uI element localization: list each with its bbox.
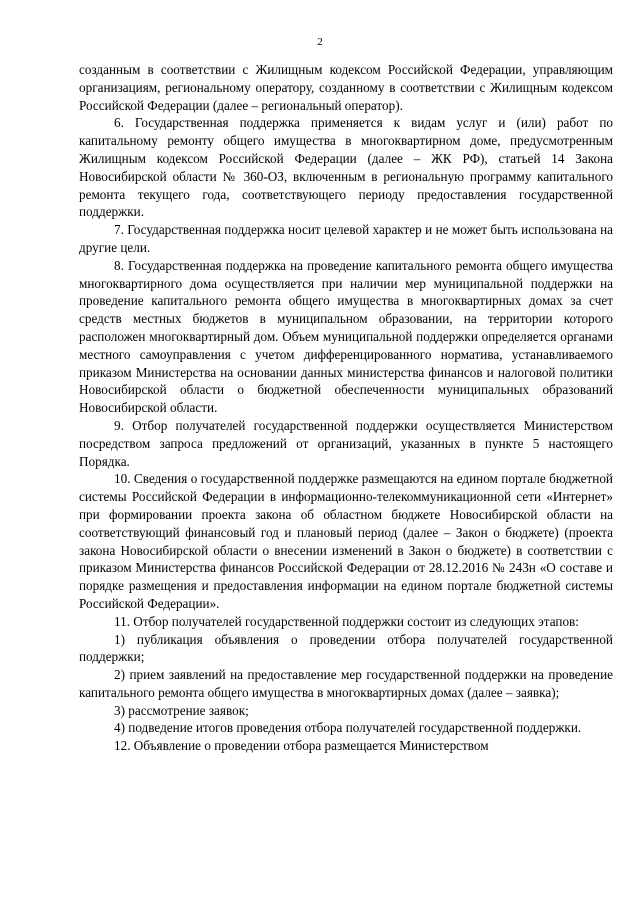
paragraph-item-10: 10. Сведения о государственной поддержке размещаются на едином портале бюджетной системы Российской Федерации в информационно-телекоммуникационной сети «Интернет» при формировании проекта закона об областном бюджете Новосибирской области на соответствующий финансовый год и плановый период (далее – Закон о бюджете) (проекта закона Новосибирской области о внесении изменений в Закон о бюджете) в соответствии с приказом Министерства финансов Российской Федерации от 28.12.2016 № 243н «О составе и порядке размещения и предоставления информации на едином портале бюджетной системы Российской Федерации». (79, 471, 613, 611)
list-item-stage-4: 4) подведение итогов проведения отбора получателей государственной поддержки. (114, 720, 582, 736)
paragraph-item-11: 11. Отбор получателей государственной поддержки состоит из следующих этапов: (114, 613, 579, 629)
list-item-stage-3: 3) рассмотрение заявок; (114, 702, 249, 718)
list-item-stage-2: 2) прием заявлений на предоставление мер государственной поддержки на проведение капитального ремонта общего имущества в многоквартирных домах (далее – заявка); (79, 667, 613, 700)
page-number: 2 (317, 36, 323, 48)
paragraph-continuation: созданным в соответствии с Жилищным кодексом Российской Федерации, управляющим организациям, региональному оператору, созданному в соответствии с Жилищным кодексом Российской Федерации (далее – региональный оператор). (79, 62, 613, 113)
paragraph-item-8: 8. Государственная поддержка на проведение капитального ремонта общего имущества многоквартирного дома осуществляется при наличии мер муниципальной поддержки на проведение капитального ремонта общего имущества в многоквартирных домах за счет средств местных бюджетов в муниципальном образовании, на территории которого расположен многоквартирный дом. Объем муниципальной поддержки определяется органами местного самоуправления с учетом дифференцированного норматива, устанавливаемого приказом Министерства на основании данных министерства финансов и налоговой политики Новосибирской области о бюджетной обеспеченности муниципальных образований Новосибирской области. (79, 257, 613, 416)
document-body (79, 61, 613, 755)
paragraph-item-9: 9. Отбор получателей государственной поддержки осуществляется Министерством посредством запроса предложений от организаций, указанных в пункте 5 настоящего Порядка. (79, 417, 613, 469)
paragraph-item-12: 12. Объявление о проведении отбора размещается Министерством (114, 738, 489, 754)
paragraph-item-7: 7. Государственная поддержка носит целевой характер и не может быть использована на другие цели. (79, 222, 613, 255)
list-item-stage-1: 1) публикация объявления о проведении отбора получателей государственной поддержки; (79, 631, 613, 665)
paragraph-item-6: 6. Государственная поддержка применяется к видам услуг и (или) работ по капитальному ремонту общего имущества в многоквартирном доме, предусмотренным Жилищным кодексом Российской Федерации (далее – ЖК РФ), статьей 14 Закона Новосибирской области № 360-ОЗ, включенным в региональную программу капитального ремонта текущего года, соответствующего периоду предоставления государственной поддержки. (79, 115, 613, 220)
